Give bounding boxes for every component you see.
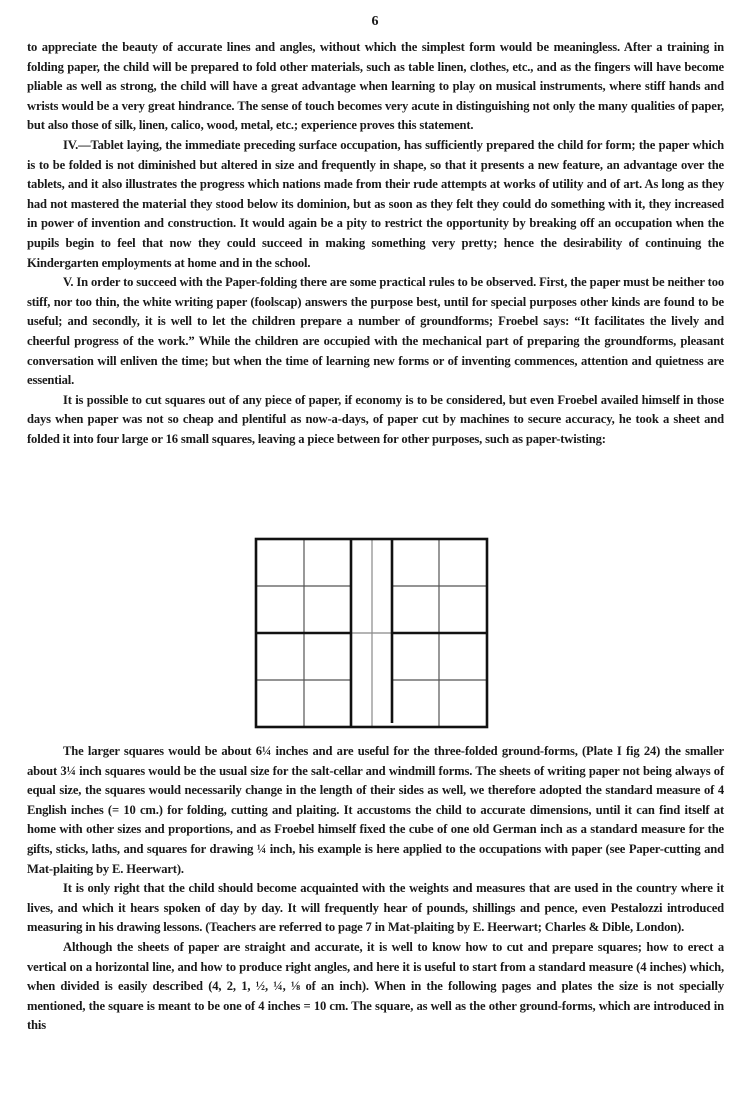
paragraph-section-iv: IV.—Tablet laying, the immediate preceding surface occupation, has sufficiently prepared the child for form; the paper which is to be folded is not diminished but altered in size and frequently in shape, so that it presents a new feature, an advantage over the tablets, and it also illustrates the progress which nations made from their rude attempts at works of utility and of art. As long as they had not mastered the material they stood below its dominion, but as soon as they felt they could do something with it, they increased in power of invention and construction. It would again be a pity to restrict the opportunity by breaking off an occupation when the pupils begin to feel that now they could succeed in making something very pretty; hence the desirability of continuing the Kindergarten employments at home and in the school. <box>27 137 724 270</box>
paragraph-cutting-squares: It is possible to cut squares out of any piece of paper, if economy is to be considered, but even Froebel availed himself in those days when paper was not so cheap and plentiful as now-a-days, of paper cut by machines to secure accuracy, he took a sheet and folded it into four large or 16 small squares, leaving a piece between for other purposes, such as paper-twisting: <box>27 392 724 446</box>
paragraph-continuation: to appreciate the beauty of accurate lines and angles, without which the simplest form would be meaningless. After a training in folding paper, the child will be prepared to fold other materials, such as table linen, clothes, etc., and as the fingers will have become pliable as well as strong, the child will have a great advantage when learning to play on musical instruments, where stiff hands and wrists would be a very great hindrance. The sense of touch becomes very acute in distinguishing not only the many qualities of paper, but also those of silk, linen, calico, wood, metal, etc.; experience proves this statement. <box>27 40 724 133</box>
text-block-bottom <box>27 742 724 1036</box>
folded-sheet-svg <box>254 537 490 730</box>
paragraph-weights-measures: It is only right that the child should become acquainted with the weights and measures that are used in the country where it lives, and which it hears spoken of day by day. It will frequently hear of pounds, shillings and pence, even Pestalozzi introduced measuring in his drawing lessons. (Teachers are referred to page 7 in Mat-plaiting by E. Heerwart; Charles & Dible, London). <box>27 881 724 935</box>
text-block-top <box>27 38 724 449</box>
paragraph-larger-squares: The larger squares would be about 6¼ inches and are useful for the three-folded ground-forms, (Plate I fig 24) the smaller about 3¼ inch squares would be the usual size for the salt-cellar and windmill forms. The sheets of writing paper not being always of equal size, the squares would necessarily change in the length of their sides as well, we therefore adopted the standard measure of 4 English inches (= 10 cm.) for folding, cutting and plaiting. It accustoms the child to accurate dimensions, until it can find itself at home with other sizes and proportions, and as Froebel himself fixed the cube of one old German inch as a standard measure for the gifts, sticks, laths, and squares for drawing ¼ inch, his example is here applied to the occupations with paper (see Paper-cutting and Mat-plaiting by E. Heerwart). <box>27 744 724 876</box>
folded-sheet-diagram <box>254 537 490 730</box>
paragraph-standard-measure: Although the sheets of paper are straight and accurate, it is well to know how to cut and prepare squares; how to erect a vertical on a horizontal line, and how to produce right angles, and here it is useful to start from a standard measure (4 inches) which, when divided is easily described (4, 2, 1, ½, ¼, ⅛ of an inch). When in the following pages and plates the size is not specially mentioned, the square is meant to be one of 4 inches = 10 cm. The square, as well as the other ground-forms, which are introduced in this <box>27 939 724 1033</box>
page-number: 6 <box>371 14 379 29</box>
paragraph-section-v: V. In order to succeed with the Paper-folding there are some practical rules to be observed. First, the paper must be neither too stiff, nor too thin, the white writing paper (foolscap) answers the purpose best, until for special purposes other kinds are found to be useful; and secondly, it is well to let the children prepare a number of groundforms; Froebel says: “It facilitates the lively and cheerful progress of the work.” While the children are occupied with the mechanical part of preparing the groundforms, pleasant conversation will enliven the time; but when the time of learning new forms or of inventing commences, attention and quietness are essential. <box>27 275 724 388</box>
